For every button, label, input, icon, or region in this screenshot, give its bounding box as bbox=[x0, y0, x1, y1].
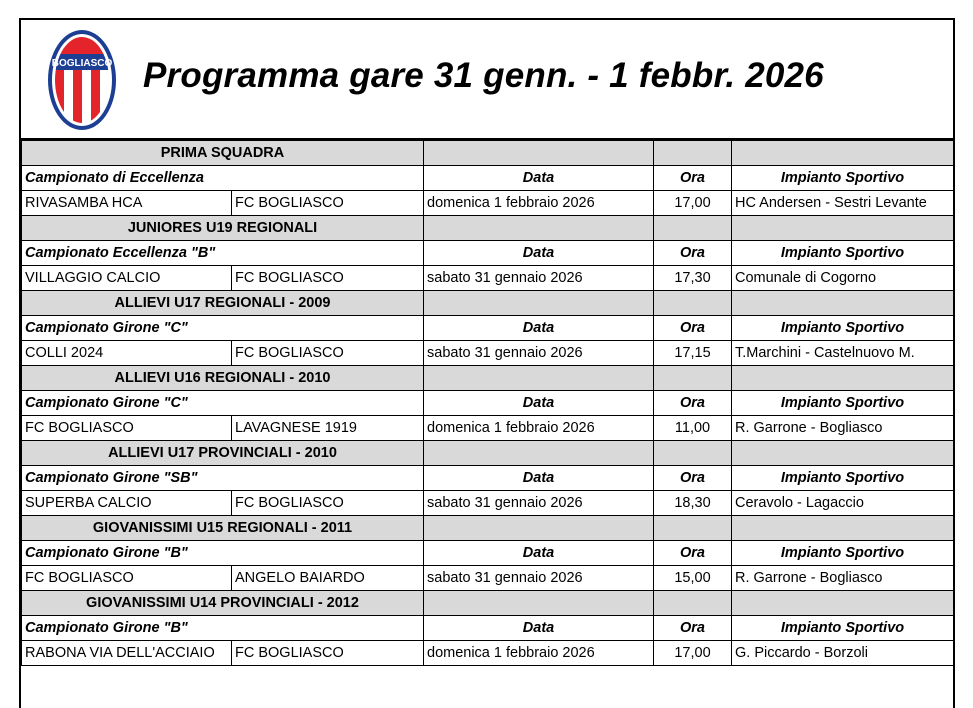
campionato-label: Campionato Girone "B" bbox=[22, 541, 424, 566]
header-row bbox=[22, 466, 954, 491]
venue-header: Impianto Sportivo bbox=[732, 541, 954, 566]
section-row bbox=[22, 141, 954, 166]
time-header: Ora bbox=[654, 166, 732, 191]
section-title: GIOVANISSIMI U15 REGIONALI - 2011 bbox=[22, 516, 424, 541]
section-blank-cell bbox=[732, 441, 954, 466]
match-time: 17,00 bbox=[654, 191, 732, 216]
away-team: FC BOGLIASCO bbox=[232, 641, 424, 666]
venue-header: Impianto Sportivo bbox=[732, 616, 954, 641]
time-header: Ora bbox=[654, 616, 732, 641]
section-blank-cell bbox=[654, 216, 732, 241]
home-team: RIVASAMBA HCA bbox=[22, 191, 232, 216]
match-venue: Comunale di Cogorno bbox=[732, 266, 954, 291]
campionato-label: Campionato Girone "C" bbox=[22, 316, 424, 341]
venue-header: Impianto Sportivo bbox=[732, 466, 954, 491]
section-blank-cell bbox=[654, 366, 732, 391]
section-blank-cell bbox=[424, 216, 654, 241]
match-date: sabato 31 gennaio 2026 bbox=[424, 491, 654, 516]
campionato-label: Campionato Girone "SB" bbox=[22, 466, 424, 491]
time-header: Ora bbox=[654, 241, 732, 266]
section-blank-cell bbox=[424, 516, 654, 541]
header-row bbox=[22, 616, 954, 641]
sheet-header bbox=[21, 20, 953, 140]
section-title: GIOVANISSIMI U14 PROVINCIALI - 2012 bbox=[22, 591, 424, 616]
match-time: 11,00 bbox=[654, 416, 732, 441]
time-header: Ora bbox=[654, 391, 732, 416]
section-title: PRIMA SQUADRA bbox=[22, 141, 424, 166]
header-row bbox=[22, 166, 954, 191]
match-row bbox=[22, 266, 954, 291]
match-venue: R. Garrone - Bogliasco bbox=[732, 566, 954, 591]
section-row bbox=[22, 216, 954, 241]
venue-header: Impianto Sportivo bbox=[732, 316, 954, 341]
match-date: domenica 1 febbraio 2026 bbox=[424, 416, 654, 441]
section-blank-cell bbox=[732, 366, 954, 391]
campionato-label: Campionato Girone "B" bbox=[22, 616, 424, 641]
date-header: Data bbox=[424, 241, 654, 266]
section-row bbox=[22, 516, 954, 541]
schedule-table bbox=[21, 140, 954, 666]
match-time: 17,30 bbox=[654, 266, 732, 291]
section-blank-cell bbox=[732, 141, 954, 166]
date-header: Data bbox=[424, 316, 654, 341]
match-time: 17,00 bbox=[654, 641, 732, 666]
section-row bbox=[22, 591, 954, 616]
venue-header: Impianto Sportivo bbox=[732, 166, 954, 191]
header-row bbox=[22, 241, 954, 266]
section-blank-cell bbox=[732, 216, 954, 241]
match-venue: HC Andersen - Sestri Levante bbox=[732, 191, 954, 216]
schedule-sheet bbox=[19, 18, 955, 708]
match-venue: T.Marchini - Castelnuovo M. bbox=[732, 341, 954, 366]
away-team: FC BOGLIASCO bbox=[232, 266, 424, 291]
time-header: Ora bbox=[654, 541, 732, 566]
venue-header: Impianto Sportivo bbox=[732, 241, 954, 266]
section-title: ALLIEVI U16 REGIONALI - 2010 bbox=[22, 366, 424, 391]
date-header: Data bbox=[424, 541, 654, 566]
match-row bbox=[22, 416, 954, 441]
away-team: FC BOGLIASCO bbox=[232, 191, 424, 216]
section-blank-cell bbox=[732, 516, 954, 541]
away-team: FC BOGLIASCO bbox=[232, 341, 424, 366]
home-team: COLLI 2024 bbox=[22, 341, 232, 366]
match-date: domenica 1 febbraio 2026 bbox=[424, 641, 654, 666]
header-row bbox=[22, 316, 954, 341]
section-title: ALLIEVI U17 REGIONALI - 2009 bbox=[22, 291, 424, 316]
section-title: ALLIEVI U17 PROVINCIALI - 2010 bbox=[22, 441, 424, 466]
date-header: Data bbox=[424, 616, 654, 641]
section-blank-cell bbox=[654, 441, 732, 466]
match-row bbox=[22, 191, 954, 216]
section-row bbox=[22, 291, 954, 316]
time-header: Ora bbox=[654, 466, 732, 491]
section-title: JUNIORES U19 REGIONALI bbox=[22, 216, 424, 241]
section-blank-cell bbox=[654, 591, 732, 616]
away-team: FC BOGLIASCO bbox=[232, 491, 424, 516]
campionato-label: Campionato di Eccellenza bbox=[22, 166, 424, 191]
campionato-label: Campionato Girone "C" bbox=[22, 391, 424, 416]
away-team: LAVAGNESE 1919 bbox=[232, 416, 424, 441]
section-blank-cell bbox=[424, 591, 654, 616]
match-date: sabato 31 gennaio 2026 bbox=[424, 266, 654, 291]
header-row bbox=[22, 541, 954, 566]
time-header: Ora bbox=[654, 316, 732, 341]
logo-text: BOGLIASCO bbox=[51, 58, 113, 69]
section-blank-cell bbox=[654, 516, 732, 541]
date-header: Data bbox=[424, 166, 654, 191]
campionato-label: Campionato Eccellenza "B" bbox=[22, 241, 424, 266]
home-team: FC BOGLIASCO bbox=[22, 416, 232, 441]
match-date: sabato 31 gennaio 2026 bbox=[424, 566, 654, 591]
section-blank-cell bbox=[424, 141, 654, 166]
section-blank-cell bbox=[424, 291, 654, 316]
section-blank-cell bbox=[654, 141, 732, 166]
match-row bbox=[22, 491, 954, 516]
match-row bbox=[22, 641, 954, 666]
match-row bbox=[22, 566, 954, 591]
match-row bbox=[22, 341, 954, 366]
section-blank-cell bbox=[654, 291, 732, 316]
match-time: 18,30 bbox=[654, 491, 732, 516]
section-row bbox=[22, 366, 954, 391]
home-team: VILLAGGIO CALCIO bbox=[22, 266, 232, 291]
venue-header: Impianto Sportivo bbox=[732, 391, 954, 416]
section-blank-cell bbox=[732, 291, 954, 316]
section-blank-cell bbox=[732, 591, 954, 616]
match-venue: R. Garrone - Bogliasco bbox=[732, 416, 954, 441]
page-title: Programma gare 31 genn. - 1 febbr. 2026 bbox=[143, 56, 824, 95]
date-header: Data bbox=[424, 466, 654, 491]
match-time: 17,15 bbox=[654, 341, 732, 366]
match-date: sabato 31 gennaio 2026 bbox=[424, 341, 654, 366]
header-row bbox=[22, 391, 954, 416]
home-team: FC BOGLIASCO bbox=[22, 566, 232, 591]
home-team: SUPERBA CALCIO bbox=[22, 491, 232, 516]
section-row bbox=[22, 441, 954, 466]
date-header: Data bbox=[424, 391, 654, 416]
match-venue: Ceravolo - Lagaccio bbox=[732, 491, 954, 516]
away-team: ANGELO BAIARDO bbox=[232, 566, 424, 591]
section-blank-cell bbox=[424, 366, 654, 391]
section-blank-cell bbox=[424, 441, 654, 466]
match-time: 15,00 bbox=[654, 566, 732, 591]
bogliasco-logo-icon bbox=[46, 28, 118, 132]
match-venue: G. Piccardo - Borzoli bbox=[732, 641, 954, 666]
match-date: domenica 1 febbraio 2026 bbox=[424, 191, 654, 216]
home-team: RABONA VIA DELL'ACCIAIO bbox=[22, 641, 232, 666]
